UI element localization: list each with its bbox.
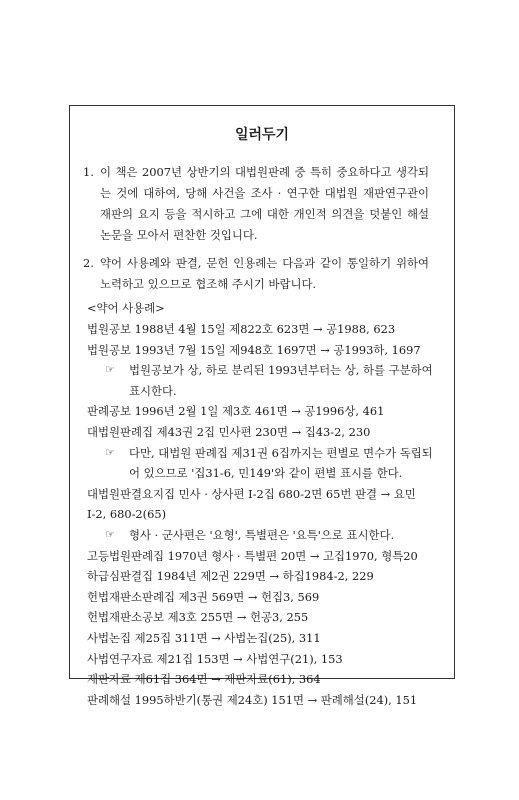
example-note	[87, 525, 437, 546]
example-line: 고등법원판례집 1970년 형사 · 특별편 20면 → 고집1970, 형특20	[87, 548, 418, 563]
pointing-hand-icon: ☞	[105, 445, 115, 459]
example-line: 헌법재판소판례집 제3권 569면 → 헌집3, 569	[87, 589, 320, 604]
note-text: 법원공보가 상, 하로 분리된 1993년부터는 상, 하를 구분하여 표시한다.	[129, 363, 433, 398]
paragraph-1	[83, 162, 429, 246]
example-note	[87, 443, 437, 484]
note-text: 다만, 대법원 판례집 제31권 6집까지는 편별로 면수가 독립되어 있으므로 '집31-6, 민149'와 같이 편별 표시를 한다.	[129, 445, 433, 481]
example-line: 재판자료 제61집 364면 → 재판자료(61), 364	[87, 672, 321, 687]
example-line: 법원공보 1988년 4월 15일 제822호 623면 → 공1988, 623	[87, 322, 396, 336]
paragraph-number: 2.	[83, 256, 94, 270]
examples-heading: <약어 사용례>	[87, 301, 165, 315]
example-line: 판례공보 1996년 2월 1일 제3호 461면 → 공1996상, 461	[87, 404, 385, 419]
example-line: 판례해설 1995하반기(통권 제24호) 151면 → 판례해설(24), 151	[87, 692, 418, 707]
notes-frame	[69, 105, 455, 707]
example-line: 헌법재판소공보 제3호 255면 → 헌공3, 255	[87, 610, 309, 625]
paragraph-number: 1.	[83, 165, 94, 179]
pointing-hand-icon: ☞	[105, 527, 115, 541]
example-line: 하급심판결집 1984년 제2권 229면 → 하집1984-2, 229	[87, 569, 374, 584]
examples-list	[87, 319, 437, 710]
example-line: 사법논집 제25집 311면 → 사법논집(25), 311	[87, 630, 321, 645]
paragraph-text: 약어 사용례와 판결, 문헌 인용례는 다음과 같이 통일하기 위하여 노력하고 있으므로 협조해 주시기 바랍니다.	[100, 256, 429, 291]
page-title: 일러두기	[234, 127, 290, 143]
note-text: 형사 · 군사편은 '요형', 특별편은 '요특'으로 표시한다.	[129, 527, 395, 542]
example-line: 대법원판결요지집 민사 · 상사편 Ⅰ-2집 680-2면 65번 판결 → 요민 Ⅰ-2, 680-2(65)	[87, 486, 416, 522]
example-line: 법원공보 1993년 7월 15일 제948호 1697면 → 공1993하, 1697	[87, 342, 421, 357]
example-line: 사법연구자료 제21집 153면 → 사법연구(21), 153	[87, 651, 343, 666]
paragraph-2	[83, 253, 429, 295]
pointing-hand-icon: ☞	[105, 363, 115, 377]
paragraph-text: 이 책은 2007년 상반기의 대법원판례 중 특히 중요하다고 생각되는 것에 대하여, 당해 사건을 조사 · 연구한 대법원 재판연구관이 재판의 요지 등을 적시하고 그에 대한 개인적 의견을 덧붙인 해설논문을 모아서 편찬한 것입니다.	[100, 165, 429, 242]
example-line: 대법원판례집 제43권 2집 민사편 230면 → 집43-2, 230	[87, 424, 371, 439]
example-note	[87, 360, 437, 401]
